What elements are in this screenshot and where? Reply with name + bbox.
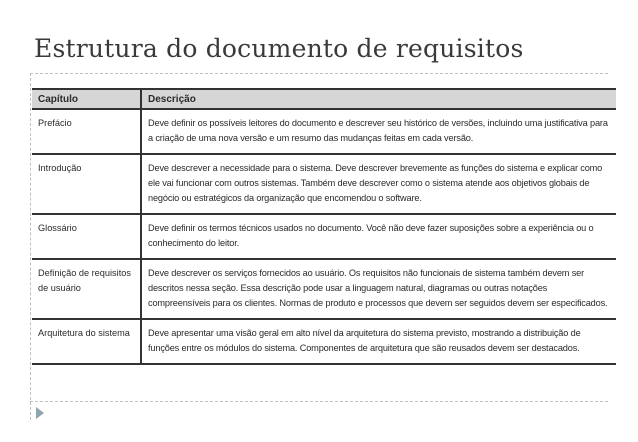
- header-chapter: Capítulo: [32, 89, 141, 109]
- table-row: [32, 154, 616, 214]
- chapter-cell: Arquitetura do sistema: [32, 319, 141, 364]
- table-row: [32, 109, 616, 154]
- description-cell: Deve apresentar uma visão geral em alto nível da arquitetura do sistema previsto, mostrando a distribuição de funções entre os módulos do sistema. Componentes de arquitetura que são reusados devem ser destacados.: [141, 319, 616, 364]
- chapter-cell: Introdução: [32, 154, 141, 214]
- chapter-cell: Prefácio: [32, 109, 141, 154]
- chapter-cell: Glossário: [32, 214, 141, 259]
- slide-title: Estrutura do documento de requisitos: [34, 34, 524, 63]
- description-cell: Deve definir os possíveis leitores do documento e descrever seu histórico de versões, incluindo uma justificativa para a criação de uma nova versão e um resumo das mudanças feitas em cada versão.: [141, 109, 616, 154]
- bottom-divider: [30, 401, 608, 402]
- table-row: [32, 214, 616, 259]
- description-cell: Deve descrever a necessidade para o sistema. Deve descrever brevemente as funções do sistema e explicar como ele vai funcionar com outros sistemas. Também deve descrever como o sistema atende aos objetivos globais de negócio ou estratégicos da organização que encomendou o software.: [141, 154, 616, 214]
- left-divider: [30, 73, 31, 420]
- table-header-row: [32, 89, 616, 109]
- triangle-bullet-icon: [36, 407, 44, 419]
- table-row: [32, 259, 616, 319]
- table-row: [32, 319, 616, 364]
- description-cell: Deve definir os termos técnicos usados no documento. Você não deve fazer suposições sobre a experiência ou o conhecimento do leitor.: [141, 214, 616, 259]
- requirements-table: [32, 88, 616, 365]
- header-description: Descrição: [141, 89, 616, 109]
- chapter-cell: Definição de requisitos de usuário: [32, 259, 141, 319]
- description-cell: Deve descrever os serviços fornecidos ao usuário. Os requisitos não funcionais de sistema também devem ser descritos nessa seção. Essa descrição pode usar a linguagem natural, diagramas ou outras notações compreensíveis para os clientes. Normas de produto e processos que devem ser seguidos devem ser especificados.: [141, 259, 616, 319]
- title-divider: [30, 73, 608, 74]
